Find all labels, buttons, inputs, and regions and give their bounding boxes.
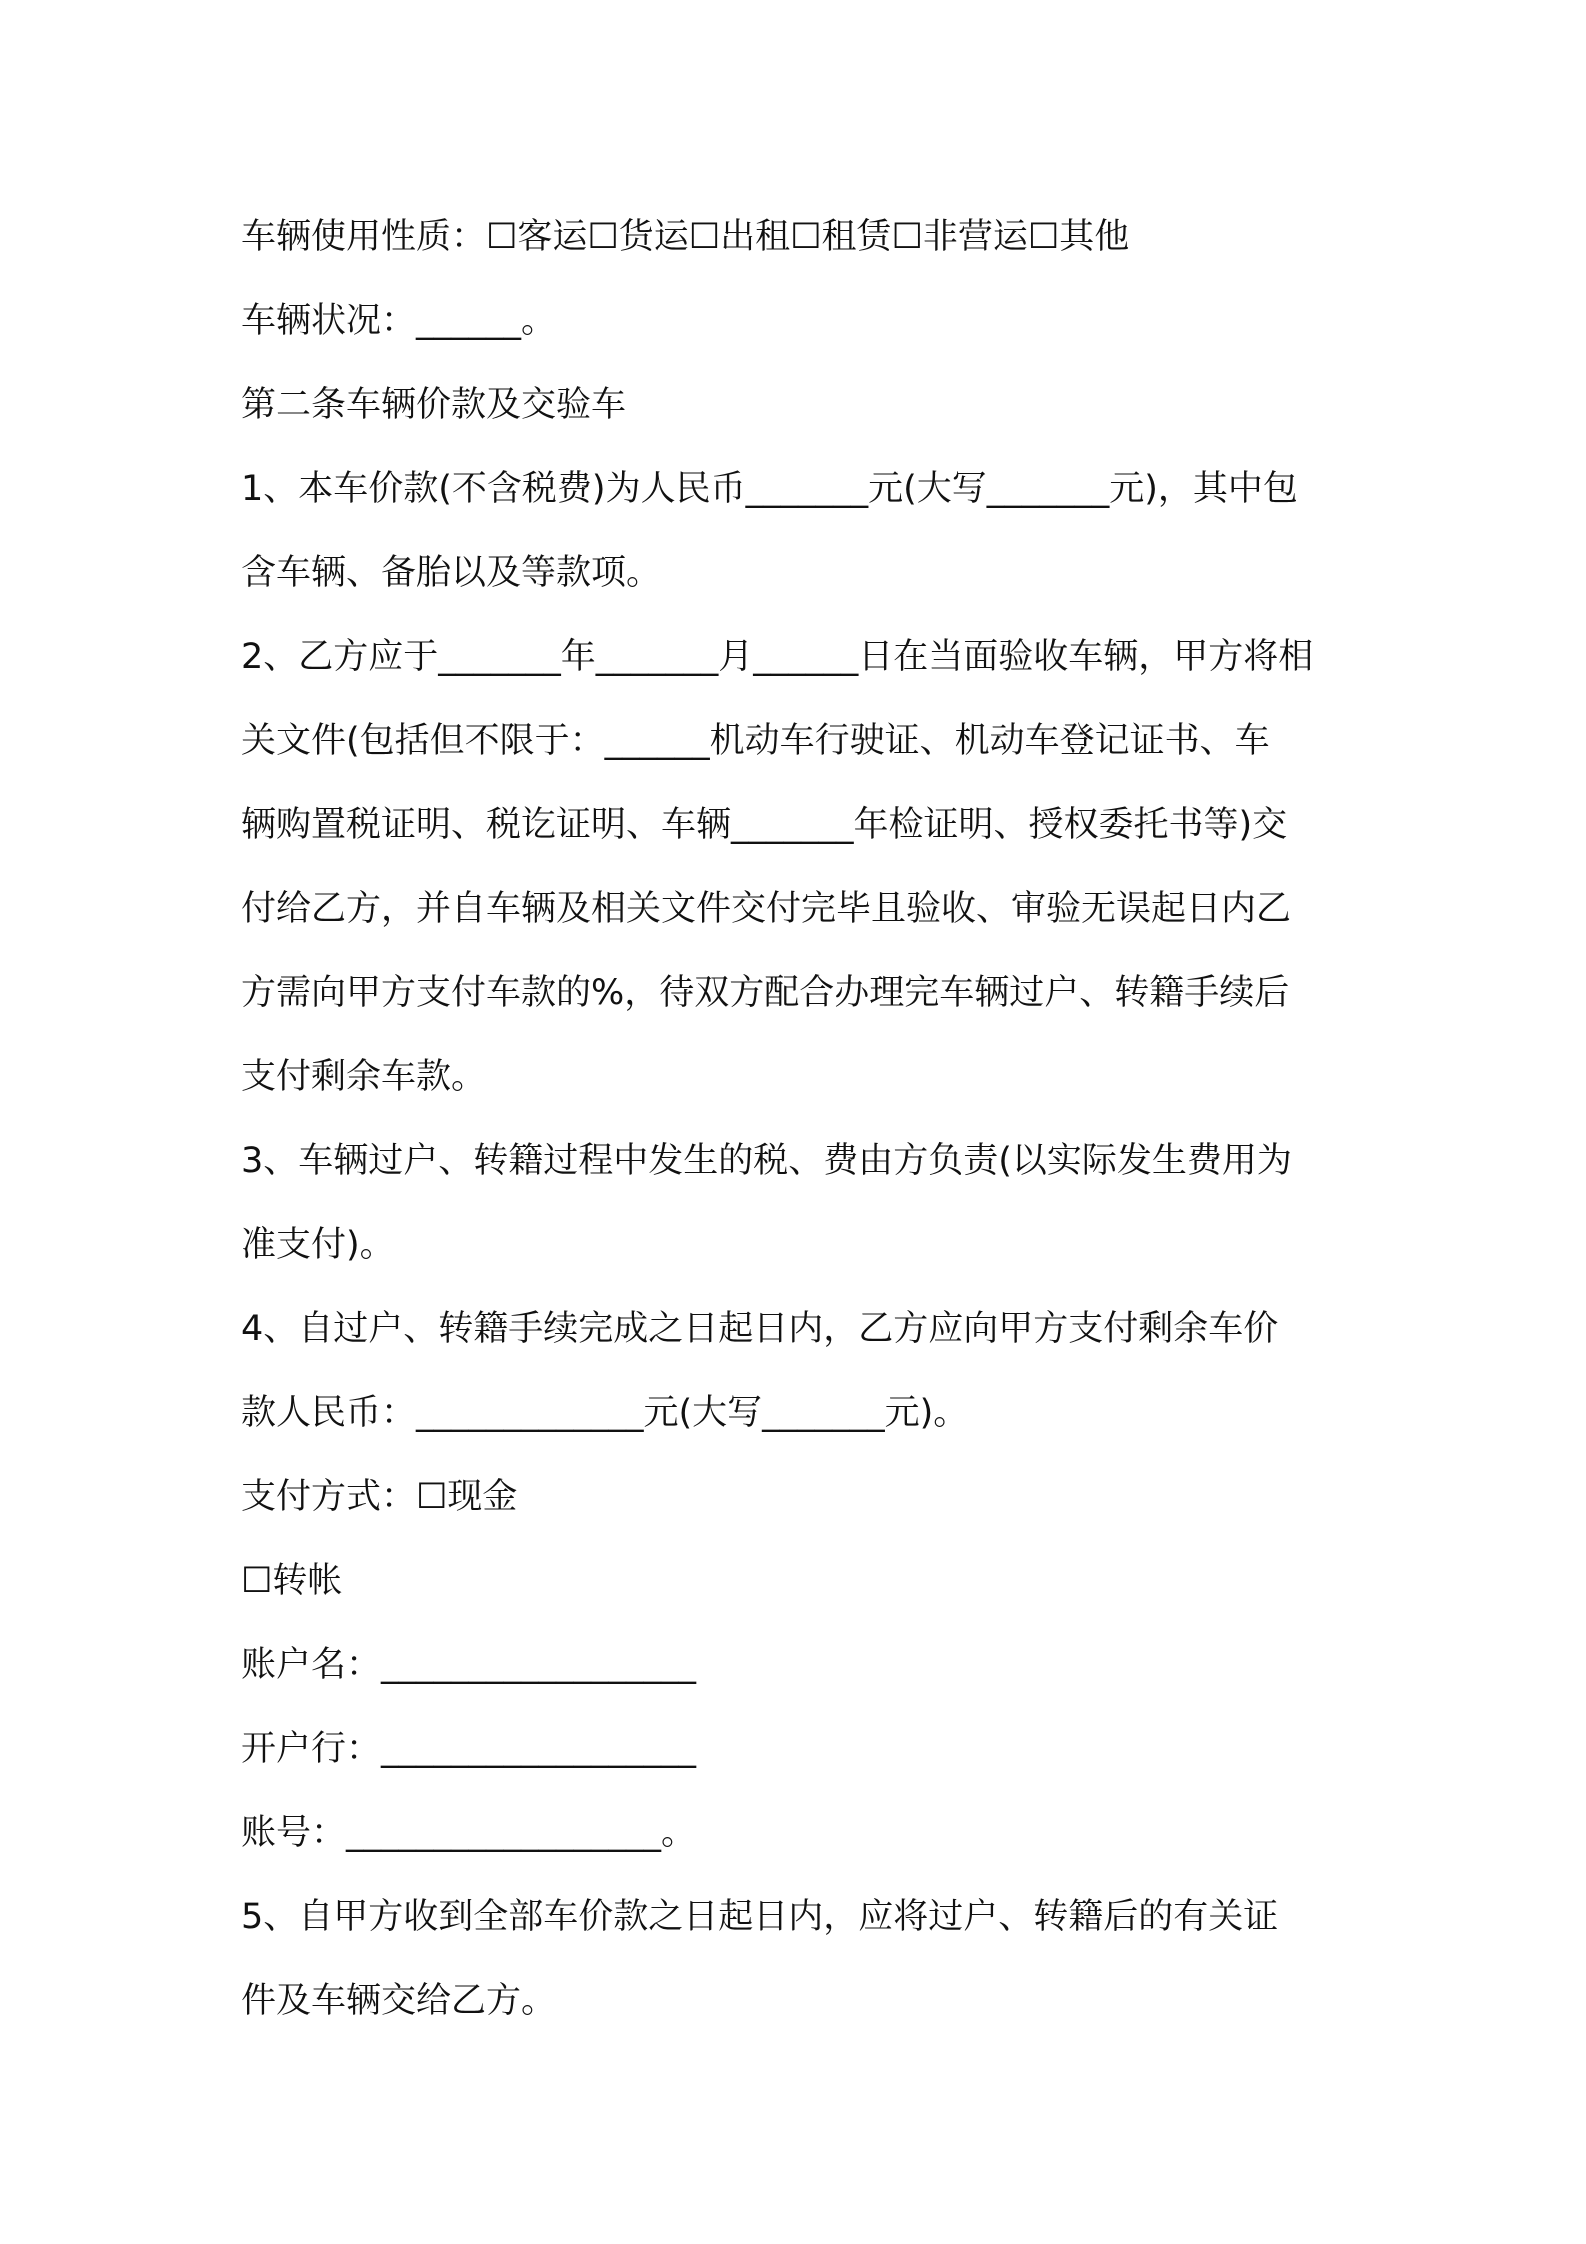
clause-2-line-2: 关文件(包括但不限于：______机动车行驶证、机动车登记证书、车 <box>241 721 1270 761</box>
clause-2-line-6: 支付剩余车款。 <box>241 1057 487 1097</box>
clause-2-line-1: 2、乙方应于_______年_______月______日在当面验收车辆，甲方将相 <box>241 637 1314 677</box>
account-number-line: 账号：__________________。 <box>241 1813 697 1853</box>
article-two-heading: 第二条车辆价款及交验车 <box>241 385 627 425</box>
clause-5-line-1: 5、自甲方收到全部车价款之日起日内，应将过户、转籍后的有关证 <box>241 1897 1279 1937</box>
vehicle-condition: 车辆状况：______。 <box>241 301 557 341</box>
clause-2-line-3: 辆购置税证明、税讫证明、车辆_______年检证明、授权委托书等)交 <box>241 805 1288 845</box>
clause-1-line-1: 1、本车价款(不含税费)为人民币_______元(大写_______元)，其中包 <box>241 469 1298 509</box>
clause-3-line-1: 3、车辆过户、转籍过程中发生的税、费由方负责(以实际发生费用为 <box>241 1141 1292 1181</box>
bank-line: 开户行：__________________ <box>241 1729 697 1769</box>
document-body <box>241 195 1361 2043</box>
clause-1-line-2: 含车辆、备胎以及等款项。 <box>241 553 662 593</box>
clause-5-line-2: 件及车辆交给乙方。 <box>241 1981 557 2021</box>
account-name-line: 账户名：__________________ <box>241 1645 697 1685</box>
clause-2-line-4: 付给乙方，并自车辆及相关文件交付完毕且验收、审验无误起日内乙 <box>241 889 1292 929</box>
payment-method-cash: 支付方式：☐现金 <box>241 1477 518 1517</box>
clause-4-line-1: 4、自过户、转籍手续完成之日起日内，乙方应向甲方支付剩余车价 <box>241 1309 1279 1349</box>
clause-4-line-2: 款人民币：_____________元(大写_______元)。 <box>241 1393 969 1433</box>
clause-3-line-2: 准支付)。 <box>241 1225 395 1265</box>
vehicle-use-nature: 车辆使用性质：☐客运☐货运☐出租☐租赁☐非营运☐其他 <box>241 217 1130 257</box>
clause-2-line-5: 方需向甲方支付车款的%，待双方配合办理完车辆过户、转籍手续后 <box>241 973 1290 1013</box>
payment-method-transfer: ☐转帐 <box>241 1561 343 1601</box>
